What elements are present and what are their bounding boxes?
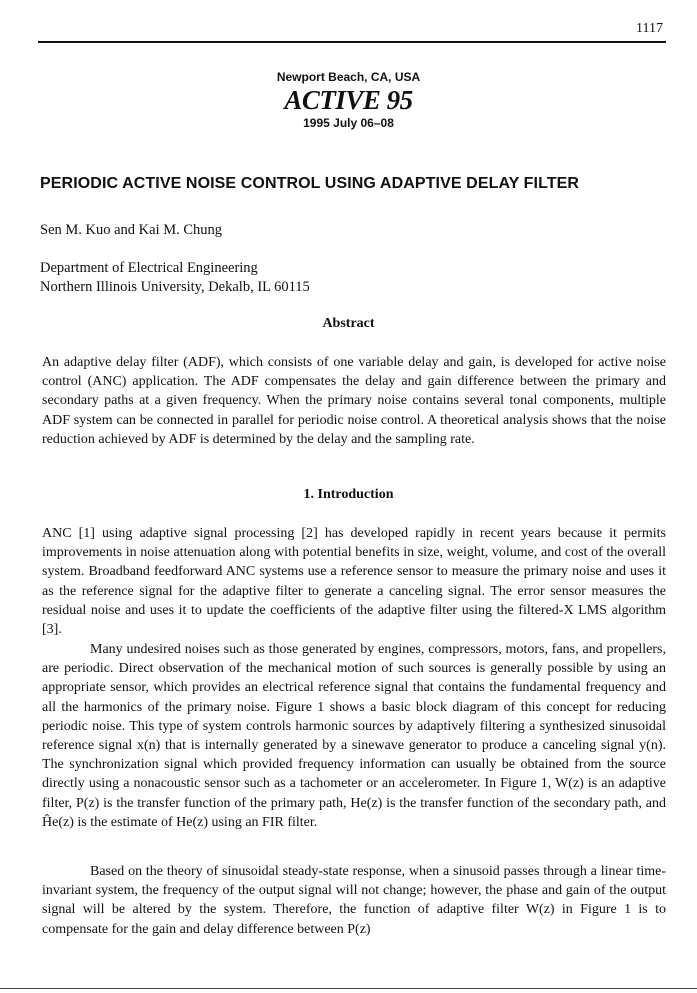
affiliation-university: Northern Illinois University, Dekalb, IL 60115 bbox=[40, 279, 310, 295]
abstract-text: An adaptive delay filter (ADF), which consists of one variable delay and gain, is developed for active noise control (ANC) application. The ADF compensates the delay and gain difference between the primary and secondary paths at a given frequency. When the primary noise contains several tonal components, multiple ADF system can be connected in parallel for periodic noise control. A theoretical analysis shows that the noise reduction achieved by ADF is determined by the delay and the sampling rate. bbox=[42, 355, 666, 447]
introduction-heading: 1. Introduction bbox=[303, 487, 394, 502]
conference-header bbox=[0, 70, 697, 130]
conference-date: 1995 July 06–08 bbox=[303, 116, 394, 130]
header-rule bbox=[38, 41, 666, 43]
paper-title: PERIODIC ACTIVE NOISE CONTROL USING ADAPTIVE DELAY FILTER bbox=[40, 175, 580, 192]
authors: Sen M. Kuo and Kai M. Chung bbox=[40, 222, 223, 238]
intro-paragraph-3: Based on the theory of sinusoidal steady-state response, when a sinusoid passes through a linear time-invariant system, the frequency of the output signal will not change; however, the phase and gain of the output signal will be altered by the system. Therefore, the function of adaptive filter W(z) in Figure 1 is to compensate for the gain and delay difference between P(z) bbox=[42, 864, 666, 937]
conference-location: Newport Beach, CA, USA bbox=[276, 70, 421, 84]
affiliation-department: Department of Electrical Engineering bbox=[40, 260, 258, 276]
abstract-heading: Abstract bbox=[322, 316, 375, 331]
conference-logo: ACTIVE 95 bbox=[284, 85, 413, 115]
affiliation bbox=[40, 259, 310, 297]
bottom-rule bbox=[0, 988, 697, 989]
intro-paragraph-2: Many undesired noises such as those generated by engines, compressors, motors, fans, and propellers, are periodic. Direct observation of the mechanical motion of such sources is generally possible by using an appropriate sensor, which provides an electrical reference signal that contains the fundamental frequency and all the harmonics of the primary noise. Figure 1 shows a basic block diagram of this concept for reducing periodic noise. This type of system controls harmonic sources by adaptively filtering a synthesized sinusoidal reference signal x(n) that is internally generated by a sinewave generator to produce a canceling signal y(n). The synchronization signal which provided frequency information can usually be obtained from the source directly using a nonacoustic sensor such as a tachometer or an accelerometer. In Figure 1, W(z) is an adaptive filter, P(z) is the transfer function of the primary path, He(z) is the transfer function of the secondary path, and Ĥe(z) is the estimate of He(z) using an FIR filter. bbox=[42, 642, 666, 830]
intro-paragraph-1: ANC [1] using adaptive signal processing [2] has developed rapidly in recent years because it permits improvements in noise attenuation along with potential benefits in size, weight, volume, and cost of the overall system. Broadband feedforward ANC systems use a reference sensor to measure the primary noise and uses it as the reference signal for the adaptive filter to generate a canceling signal. The error sensor measures the residual noise and uses it to update the coefficients of the adaptive filter using the filtered-X LMS algorithm [3]. bbox=[42, 526, 666, 638]
page-number: 1117 bbox=[636, 21, 663, 36]
